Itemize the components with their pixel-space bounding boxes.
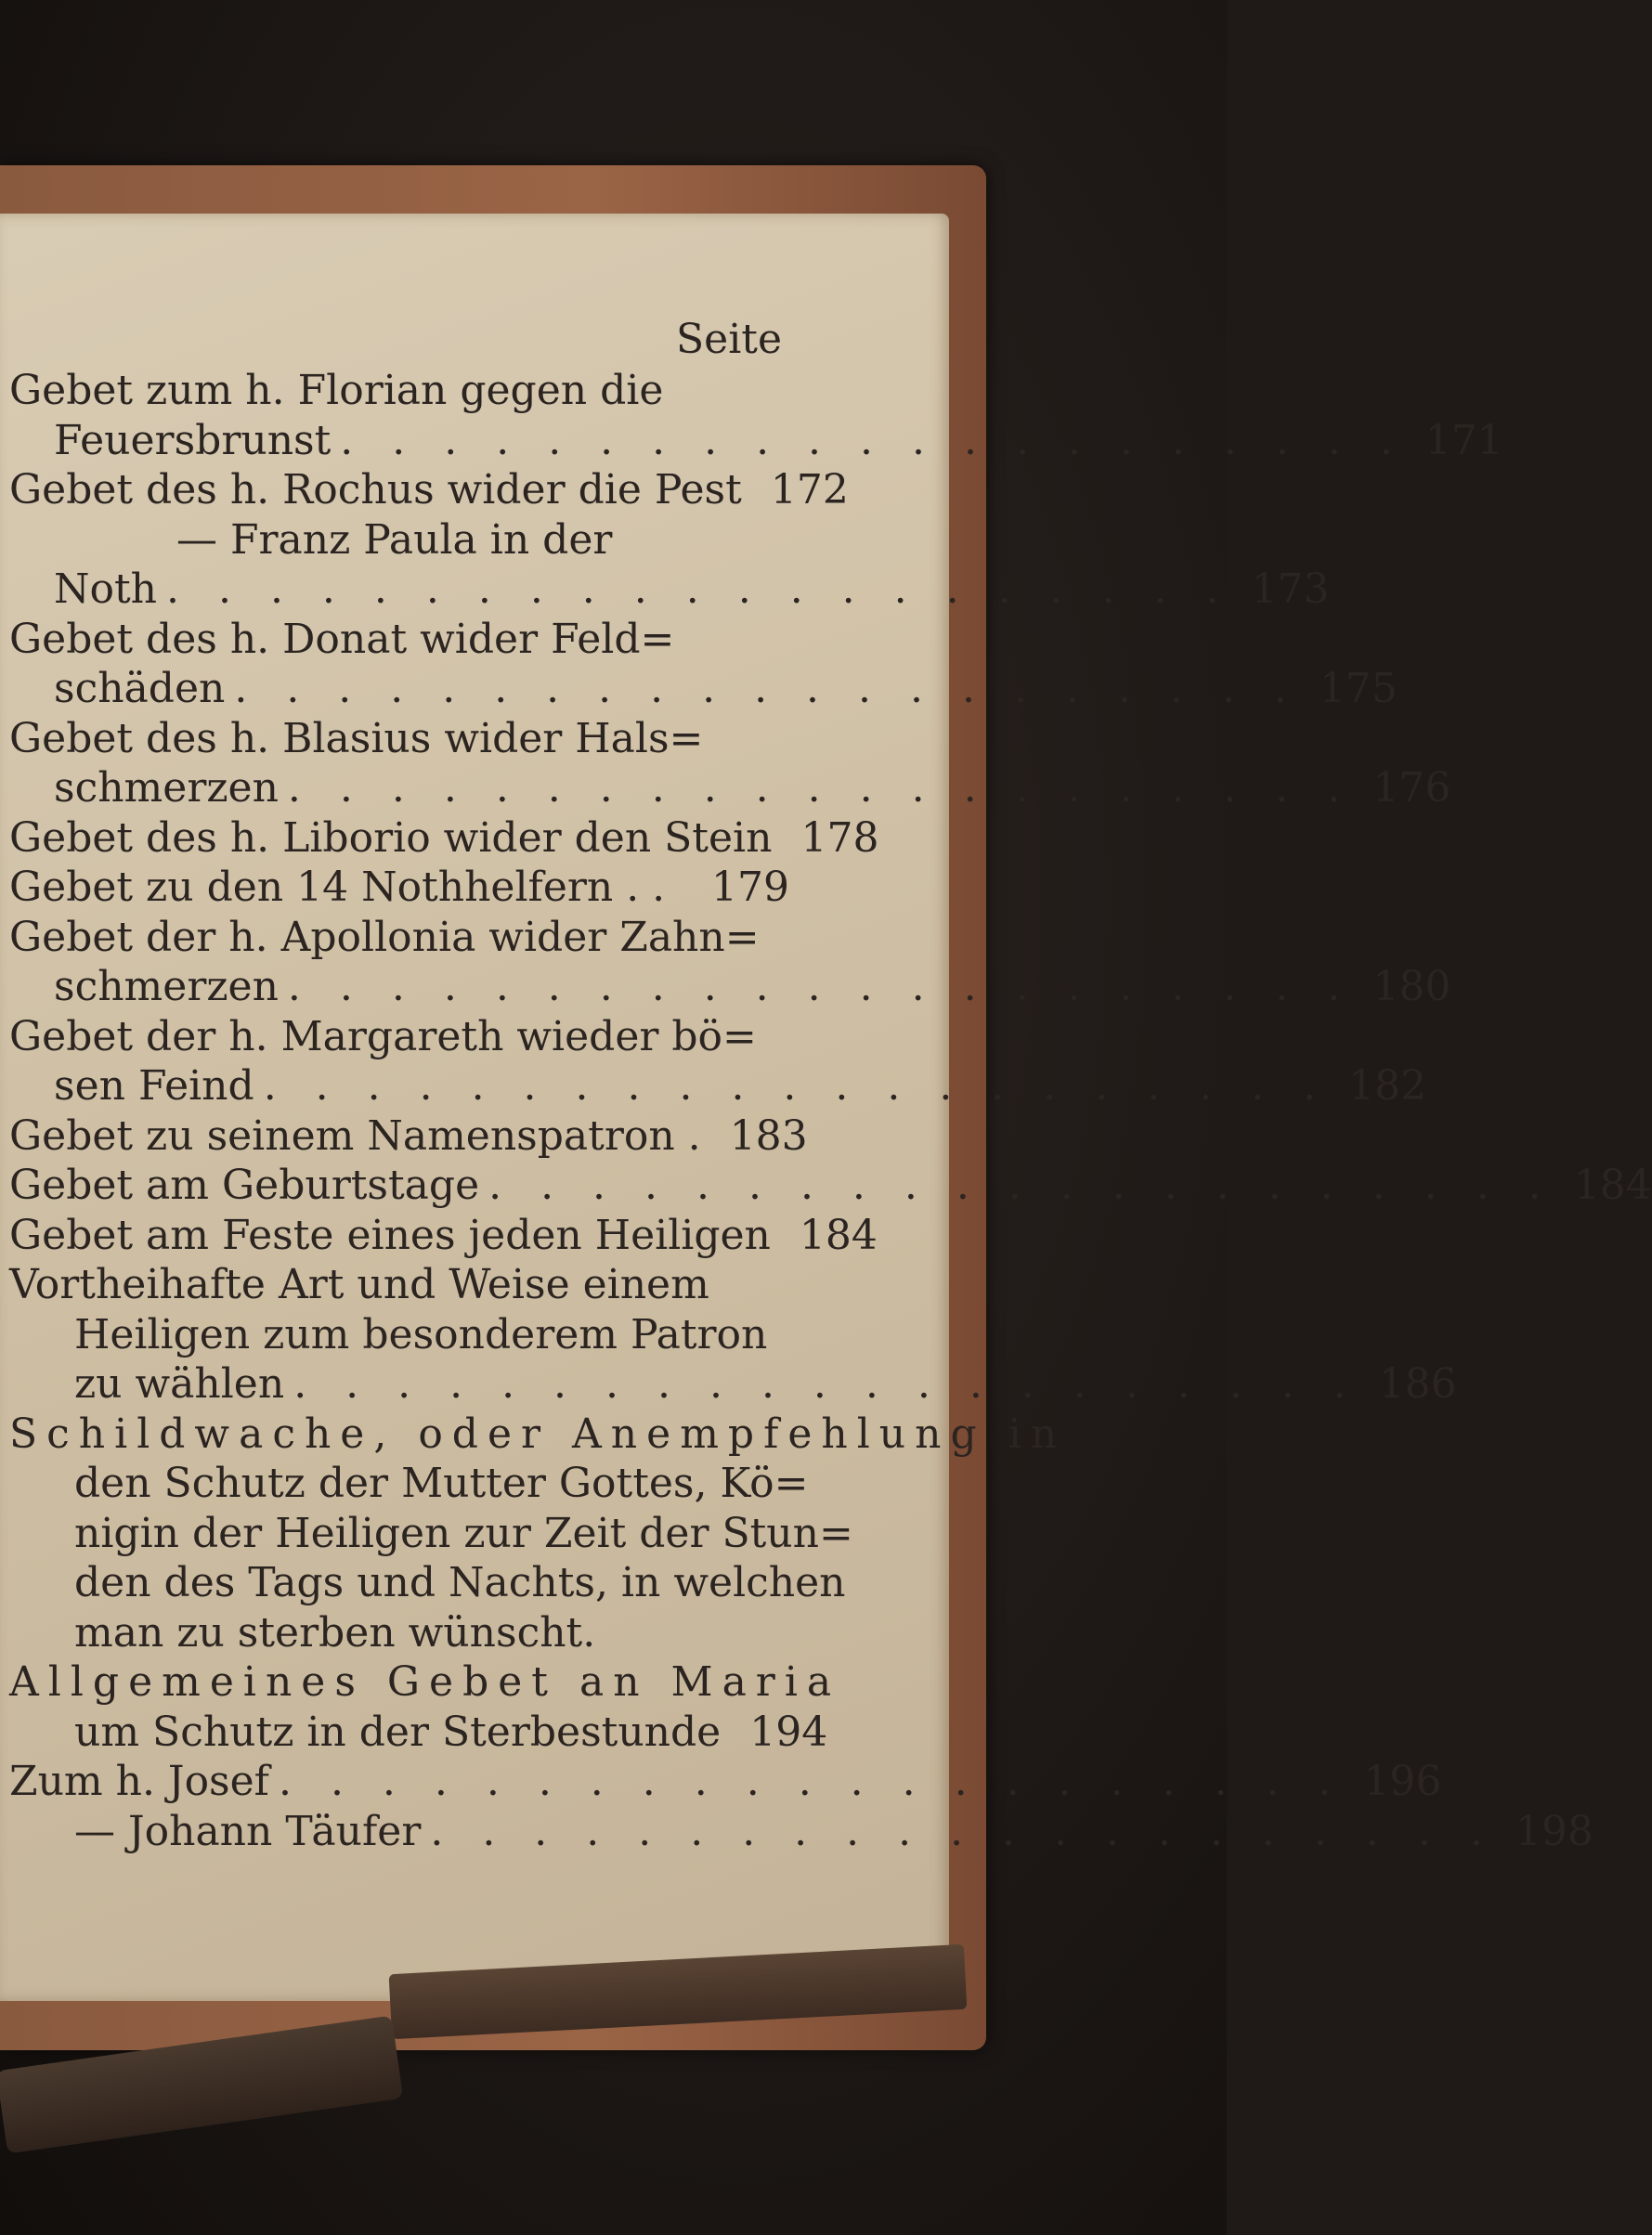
toc-entry <box>9 565 1330 615</box>
toc-entry <box>9 1211 878 1261</box>
toc-entry <box>9 1459 809 1509</box>
toc-entry <box>9 1807 1593 1857</box>
toc-dot-leader: . . . . . . . . . . . . . . . . . . . . . <box>293 1360 1359 1408</box>
toc-entry <box>9 1359 1457 1410</box>
toc-entry <box>9 1558 846 1608</box>
toc-entry <box>9 1111 808 1162</box>
toc-page-number: 186 <box>1378 1360 1457 1408</box>
toc-entry-title: man zu sterben wünscht. <box>74 1608 596 1657</box>
toc-page-number: 182 <box>1348 1062 1427 1110</box>
toc-page-number: 178 <box>800 813 879 862</box>
toc-entry-title: Gebet am Geburtstage <box>9 1162 480 1209</box>
toc-page-number: 180 <box>1372 963 1451 1010</box>
toc-page-number: 171 <box>1424 416 1503 464</box>
toc-entry <box>9 962 1451 1012</box>
toc-entry-title: Vortheihafte Art und Weise einem <box>9 1261 709 1308</box>
toc-entry-title: Allgemeines Gebet an Maria <box>9 1658 841 1706</box>
toc-page-number: 176 <box>1372 764 1451 812</box>
toc-entry <box>9 1757 1442 1807</box>
toc-page-number: 184 <box>1573 1162 1652 1209</box>
toc-entry-title: Gebet der h. Apollonia wider Zahn= <box>9 913 760 961</box>
toc-dot-leader: . . . . . . . . . . . . . . . . . . . . . <box>488 1162 1554 1209</box>
toc-dot-leader: . . . . . . . . . . . . . . . . . . . . . <box>287 764 1354 812</box>
toc-entry-title: schmerzen <box>54 963 279 1010</box>
toc-dot-leader: . . . . . . . . . . . . . . . . . . . . . <box>340 416 1406 464</box>
toc-entry <box>9 1061 1427 1111</box>
toc-entry-title: Gebet des h. Rochus wider die Pest <box>9 466 742 513</box>
toc-dot-leader: . . . . . . . . . . . . . . . . . . . . . <box>287 963 1354 1010</box>
toc-entry-title: Noth <box>54 565 158 613</box>
toc-entry <box>9 863 789 913</box>
toc-entry <box>9 763 1451 813</box>
toc-page-number: 175 <box>1319 665 1398 712</box>
toc-entry-title: Zum h. Josef <box>9 1758 269 1805</box>
toc-entry <box>9 664 1398 714</box>
toc-entry <box>9 1509 853 1559</box>
toc-entry <box>9 714 789 764</box>
toc-entry-title: schmerzen <box>54 764 279 812</box>
toc-entry <box>9 615 789 665</box>
toc-entry-title: zu wählen <box>74 1360 285 1408</box>
toc-entry-title: sen Feind <box>54 1062 254 1110</box>
toc-entry <box>9 1012 789 1062</box>
toc-page-number: 183 <box>729 1111 808 1160</box>
toc-dot-leader: . . . . . . . . . . . . . . . . . . . . . <box>263 1062 1330 1110</box>
toc-entry-title: Gebet zu seinem Namenspatron . <box>9 1111 701 1160</box>
toc-entry-title: Gebet des h. Blasius wider Hals= <box>9 714 704 762</box>
toc-page-number: 173 <box>1251 565 1330 613</box>
toc-entry-title: nigin der Heiligen zur Zeit der Stun= <box>74 1509 853 1557</box>
toc-entry <box>9 1657 841 1708</box>
toc-entry <box>9 1410 1067 1460</box>
toc-entry <box>9 465 849 515</box>
toc-dot-leader: . . . . . . . . . . . . . . . . . . . . . <box>430 1807 1496 1855</box>
toc-page-number: 194 <box>749 1708 828 1756</box>
toc-entry-title: schäden <box>54 665 226 712</box>
toc-page-number: 196 <box>1363 1758 1442 1805</box>
toc-dot-leader: . . . . . . . . . . . . . . . . . . . . . <box>166 565 1232 613</box>
toc-entry <box>9 1608 789 1658</box>
toc-entry-title: Feuersbrunst <box>54 416 332 464</box>
toc-page-number: 179 <box>711 864 789 911</box>
toc-entry-title: Gebet des h. Liborio wider den Stein <box>9 813 773 862</box>
column-header-seite: Seite <box>676 316 782 363</box>
toc-entry <box>9 913 789 963</box>
table-of-contents <box>9 366 1652 1856</box>
toc-entry <box>9 813 879 864</box>
toc-entry <box>9 416 1503 466</box>
toc-entry-title: Gebet der h. Margareth wieder bö= <box>9 1012 757 1060</box>
toc-entry-title: um Schutz in der Sterbestunde <box>74 1708 722 1756</box>
toc-dot-leader: . . . . . . . . . . . . . . . . . . . . . <box>278 1758 1345 1805</box>
toc-entry <box>9 1260 789 1310</box>
toc-entry-title: — Franz Paula in der <box>176 515 613 564</box>
toc-entry-title: den des Tags und Nachts, in welchen <box>74 1559 846 1606</box>
toc-entry <box>9 1310 789 1360</box>
toc-entry-title: Gebet zu den 14 Nothhelfern . . <box>9 864 666 911</box>
toc-entry-title: — Johann Täufer <box>74 1807 422 1855</box>
toc-page-number: 198 <box>1515 1807 1593 1855</box>
toc-entry-title: Gebet zum h. Florian gegen die <box>9 367 664 414</box>
toc-entry-title: Gebet des h. Donat wider Feld= <box>9 615 675 663</box>
toc-entry <box>9 1161 1652 1211</box>
toc-page-number: 172 <box>770 466 849 513</box>
toc-entry-title: Schildwache, oder Anempfehlung in <box>9 1410 1067 1458</box>
toc-page-number: 184 <box>799 1211 878 1259</box>
toc-entry-title: den Schutz der Mutter Gottes, Kö= <box>74 1460 809 1507</box>
toc-entry <box>9 1708 828 1758</box>
toc-entry <box>9 515 789 565</box>
toc-entry <box>9 366 789 416</box>
toc-dot-leader: . . . . . . . . . . . . . . . . . . . . . <box>234 665 1300 712</box>
toc-entry-title: Heiligen zum besonderem Patron <box>74 1310 768 1358</box>
toc-entry-title: Gebet am Feste eines jeden Heiligen <box>9 1211 771 1259</box>
